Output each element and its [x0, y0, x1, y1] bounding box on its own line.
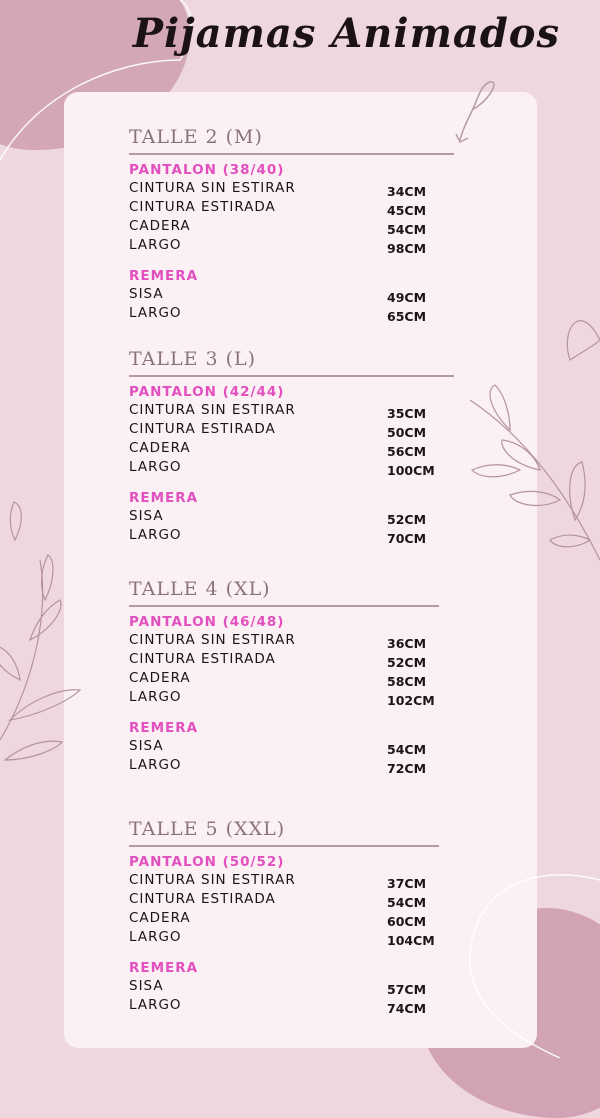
section-talle-5	[129, 817, 449, 1015]
table-row	[129, 909, 449, 928]
talle-title: TALLE 5 (XXL)	[129, 818, 286, 840]
pantalon-title: PANTALON (42/44)	[129, 384, 285, 400]
leaf-branch-icon	[470, 321, 600, 560]
row-value: 54CM	[387, 742, 427, 757]
page-title: Pijamas Animados	[132, 10, 560, 57]
row-label: CINTURA SIN ESTIRAR	[129, 872, 296, 888]
table-row	[129, 236, 449, 255]
table-row	[129, 871, 449, 890]
row-value: 100CM	[387, 463, 435, 478]
talle-title: TALLE 2 (M)	[129, 126, 263, 148]
row-value: 45CM	[387, 203, 427, 218]
talle-title: TALLE 3 (L)	[129, 348, 257, 370]
section-talle-3	[129, 347, 454, 545]
table-row	[129, 217, 449, 236]
table-row	[129, 977, 449, 996]
row-value: 98CM	[387, 241, 427, 256]
row-label: SISA	[129, 738, 164, 754]
row-label: LARGO	[129, 237, 182, 253]
table-row	[129, 507, 449, 526]
row-value: 54CM	[387, 222, 427, 237]
row-label: CINTURA SIN ESTIRAR	[129, 180, 296, 196]
table-row	[129, 304, 449, 323]
table-row	[129, 928, 449, 947]
row-label: SISA	[129, 286, 164, 302]
row-value: 58CM	[387, 674, 427, 689]
row-label: CINTURA ESTIRADA	[129, 199, 276, 215]
table-row	[129, 179, 449, 198]
row-label: LARGO	[129, 305, 182, 321]
row-label: CINTURA ESTIRADA	[129, 421, 276, 437]
row-label: CINTURA SIN ESTIRAR	[129, 632, 296, 648]
pantalon-title: PANTALON (38/40)	[129, 162, 285, 178]
section-talle-2	[129, 125, 454, 323]
row-value: 35CM	[387, 406, 427, 421]
remera-title: REMERA	[129, 268, 199, 284]
table-row	[129, 401, 449, 420]
row-label: CADERA	[129, 218, 191, 234]
row-label: CADERA	[129, 440, 191, 456]
row-value: 74CM	[387, 1001, 427, 1016]
row-label: SISA	[129, 508, 164, 524]
table-row	[129, 631, 449, 650]
talle-title: TALLE 4 (XL)	[129, 578, 271, 600]
row-value: 70CM	[387, 531, 427, 546]
row-value: 60CM	[387, 914, 427, 929]
row-value: 50CM	[387, 425, 427, 440]
row-value: 56CM	[387, 444, 427, 459]
row-value: 49CM	[387, 290, 427, 305]
row-label: LARGO	[129, 527, 182, 543]
row-value: 65CM	[387, 309, 427, 324]
row-value: 104CM	[387, 933, 435, 948]
row-label: CADERA	[129, 910, 191, 926]
row-value: 102CM	[387, 693, 435, 708]
row-value: 37CM	[387, 876, 427, 891]
row-label: LARGO	[129, 459, 182, 475]
row-value: 52CM	[387, 655, 427, 670]
row-value: 54CM	[387, 895, 427, 910]
row-label: LARGO	[129, 689, 182, 705]
table-row	[129, 650, 449, 669]
table-row	[129, 756, 449, 775]
table-row	[129, 669, 449, 688]
table-row	[129, 285, 449, 304]
table-row	[129, 420, 449, 439]
row-label: LARGO	[129, 997, 182, 1013]
row-label: CINTURA SIN ESTIRAR	[129, 402, 296, 418]
row-label: LARGO	[129, 929, 182, 945]
table-row	[129, 526, 449, 545]
table-row	[129, 458, 449, 477]
row-label: CINTURA ESTIRADA	[129, 891, 276, 907]
row-value: 72CM	[387, 761, 427, 776]
row-value: 52CM	[387, 512, 427, 527]
row-label: SISA	[129, 978, 164, 994]
remera-title: REMERA	[129, 490, 199, 506]
row-value: 57CM	[387, 982, 427, 997]
table-row	[129, 688, 449, 707]
row-label: CINTURA ESTIRADA	[129, 651, 276, 667]
section-talle-4	[129, 577, 449, 775]
table-row	[129, 890, 449, 909]
table-row	[129, 996, 449, 1015]
remera-title: REMERA	[129, 720, 199, 736]
pantalon-title: PANTALON (46/48)	[129, 614, 285, 630]
pantalon-title: PANTALON (50/52)	[129, 854, 285, 870]
table-row	[129, 198, 449, 217]
row-label: LARGO	[129, 757, 182, 773]
row-label: CADERA	[129, 670, 191, 686]
row-value: 36CM	[387, 636, 427, 651]
leaf-branch-icon-left	[0, 502, 80, 760]
curved-arrow-icon	[456, 82, 494, 142]
remera-title: REMERA	[129, 960, 199, 976]
row-value: 34CM	[387, 184, 427, 199]
table-row	[129, 737, 449, 756]
table-row	[129, 439, 449, 458]
